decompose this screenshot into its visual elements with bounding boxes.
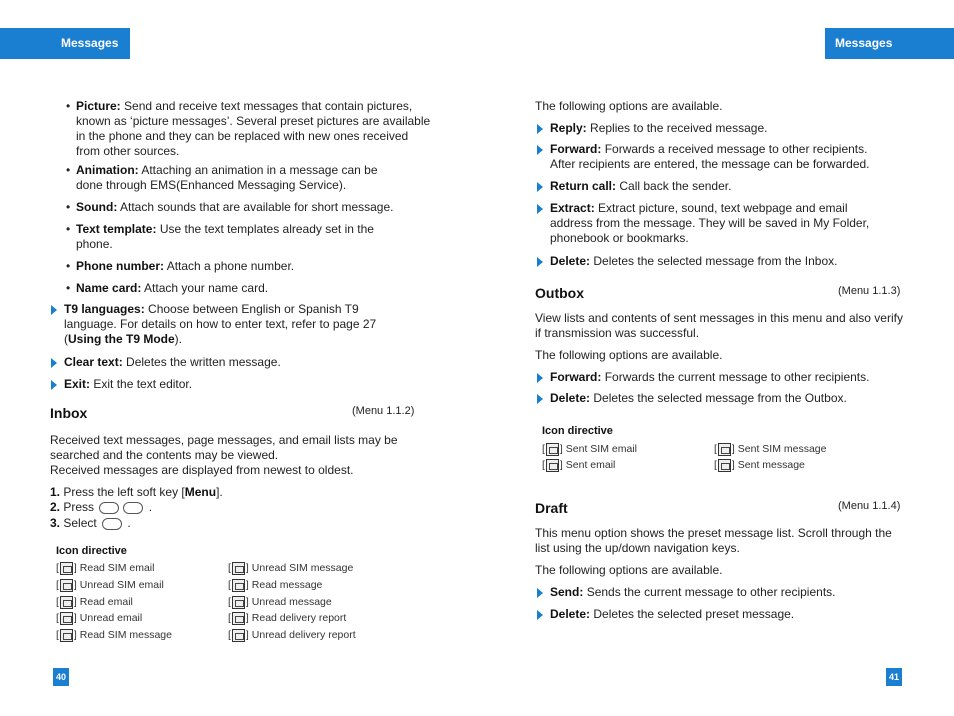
arrow-bullet-icon — [51, 358, 57, 368]
bullet-name-card: • Name card: Attach your name card. — [66, 281, 269, 295]
outbox-description: View lists and contents of sent messages in this menu and also verify if transmission was successful. — [535, 311, 903, 340]
bullet-text-template: • Text template: Use the text templates already set in the phone. — [66, 222, 374, 251]
outbox-option-forward: Forward: Forwards the current message to other recipients. — [550, 370, 870, 384]
icon-row: [ ] Unread email — [56, 612, 143, 624]
draft-description: This menu option shows the preset message list. Scroll through the list using the up/down navigation keys. — [535, 526, 892, 555]
arrow-bullet-icon — [537, 373, 543, 383]
arrow-bullet-icon — [537, 124, 543, 134]
draft-option-send: Send: Sends the current message to other recipients. — [550, 585, 836, 599]
option-forward: Forward: Forwards a received message to other recipients. After recipients are entered, the message can be forwarded. — [550, 142, 870, 171]
page-number-left: 40 — [53, 668, 69, 686]
inbox-description: Received text messages, page messages, and email lists may be searched and the contents may be viewed. Received messages are displayed from newest to oldest. — [50, 433, 398, 477]
outbox-options-intro: The following options are available. — [535, 348, 723, 362]
bullet-sound: • Sound: Attach sounds that are available for short message. — [66, 200, 394, 214]
inbox-heading: Inbox — [50, 405, 88, 421]
bullet-animation: • Animation: Attaching an animation in a message can be done through EMS(Enhanced Messaging Service). — [66, 163, 378, 192]
arrow-bullet-icon — [537, 257, 543, 267]
inbox-menu-ref: (Menu 1.1.2) — [352, 405, 415, 417]
exit-item: Exit: Exit the text editor. — [64, 377, 193, 391]
ok-key-icon — [102, 518, 122, 530]
icon-directive-title: Icon directive — [56, 545, 127, 557]
bullet-phone-number: • Phone number: Attach a phone number. — [66, 259, 295, 273]
clear-text-item: Clear text: Deletes the written message. — [64, 355, 281, 369]
icon-row: [ ] Unread SIM email — [56, 579, 164, 591]
draft-menu-ref: (Menu 1.1.4) — [838, 500, 901, 512]
outbox-icon-directive-title: Icon directive — [542, 425, 613, 437]
options-intro: The following options are available. — [535, 99, 723, 113]
draft-heading: Draft — [535, 500, 568, 516]
icon-row: [ ] Sent email — [542, 459, 616, 471]
unread-sim-email-icon — [60, 579, 73, 592]
header-tab-right: Messages — [825, 28, 954, 59]
header-tab-left: Messages — [0, 28, 130, 59]
arrow-bullet-icon — [537, 394, 543, 404]
read-email-icon — [60, 596, 73, 609]
icon-row: [ ] Sent SIM message — [714, 443, 827, 455]
unread-message-icon — [232, 596, 245, 609]
sent-message-icon — [718, 459, 731, 472]
t9-languages-item: T9 languages: Choose between English or Spanish T9 language. For details on how to enter text, refer to page 27 (Using the T9 Mode). — [64, 302, 377, 346]
inbox-step-1: 1. Press the left soft key [Menu]. — [50, 485, 223, 499]
arrow-bullet-icon — [537, 182, 543, 192]
arrow-bullet-icon — [51, 380, 57, 390]
icon-row: [ ] Read message — [228, 579, 323, 591]
unread-delivery-report-icon — [232, 629, 245, 642]
option-return-call: Return call: Call back the sender. — [550, 179, 732, 193]
icon-row: [ ] Unread delivery report — [228, 629, 356, 641]
draft-option-delete: Delete: Deletes the selected preset message. — [550, 607, 795, 621]
icon-row: [ ] Unread SIM message — [228, 562, 354, 574]
arrow-bullet-icon — [537, 145, 543, 155]
icon-row: [ ] Sent message — [714, 459, 805, 471]
unread-sim-message-icon — [232, 562, 245, 575]
icon-row: [ ] Read SIM message — [56, 629, 172, 641]
arrow-bullet-icon — [537, 204, 543, 214]
key-2-icon — [123, 502, 143, 514]
arrow-bullet-icon — [537, 588, 543, 598]
outbox-heading: Outbox — [535, 285, 584, 301]
option-reply: Reply: Replies to the received message. — [550, 121, 768, 135]
inbox-step-2: 2. Press . — [50, 500, 153, 514]
icon-row: [ ] Sent SIM email — [542, 443, 637, 455]
read-delivery-report-icon — [232, 612, 245, 625]
option-extract: Extract: Extract picture, sound, text webpage and email address from the message. They will be saved in My Folder, phonebook or bookmarks. — [550, 201, 870, 245]
outbox-menu-ref: (Menu 1.1.3) — [838, 285, 901, 297]
icon-row: [ ] Read email — [56, 596, 133, 608]
sent-sim-email-icon — [546, 443, 559, 456]
read-sim-message-icon — [60, 629, 73, 642]
arrow-bullet-icon — [51, 305, 57, 315]
icon-row: [ ] Read delivery report — [228, 612, 347, 624]
draft-options-intro: The following options are available. — [535, 563, 723, 577]
read-sim-email-icon — [60, 562, 73, 575]
icon-row: [ ] Unread message — [228, 596, 332, 608]
page-number-right: 41 — [886, 668, 902, 686]
sent-email-icon — [546, 459, 559, 472]
arrow-bullet-icon — [537, 610, 543, 620]
bullet-picture: • Picture: Send and receive text messages that contain pictures, known as ‘picture messages’. Several preset pictures are available in the phone and they can be replaced with new ones received from other sources. — [66, 99, 431, 158]
read-message-icon — [232, 579, 245, 592]
outbox-option-delete: Delete: Deletes the selected message from the Outbox. — [550, 391, 847, 405]
icon-row: [ ] Read SIM email — [56, 562, 155, 574]
sent-sim-message-icon — [718, 443, 731, 456]
key-1-icon — [99, 502, 119, 514]
option-delete: Delete: Deletes the selected message from the Inbox. — [550, 254, 838, 268]
unread-email-icon — [60, 612, 73, 625]
inbox-step-3: 3. Select . — [50, 516, 131, 530]
